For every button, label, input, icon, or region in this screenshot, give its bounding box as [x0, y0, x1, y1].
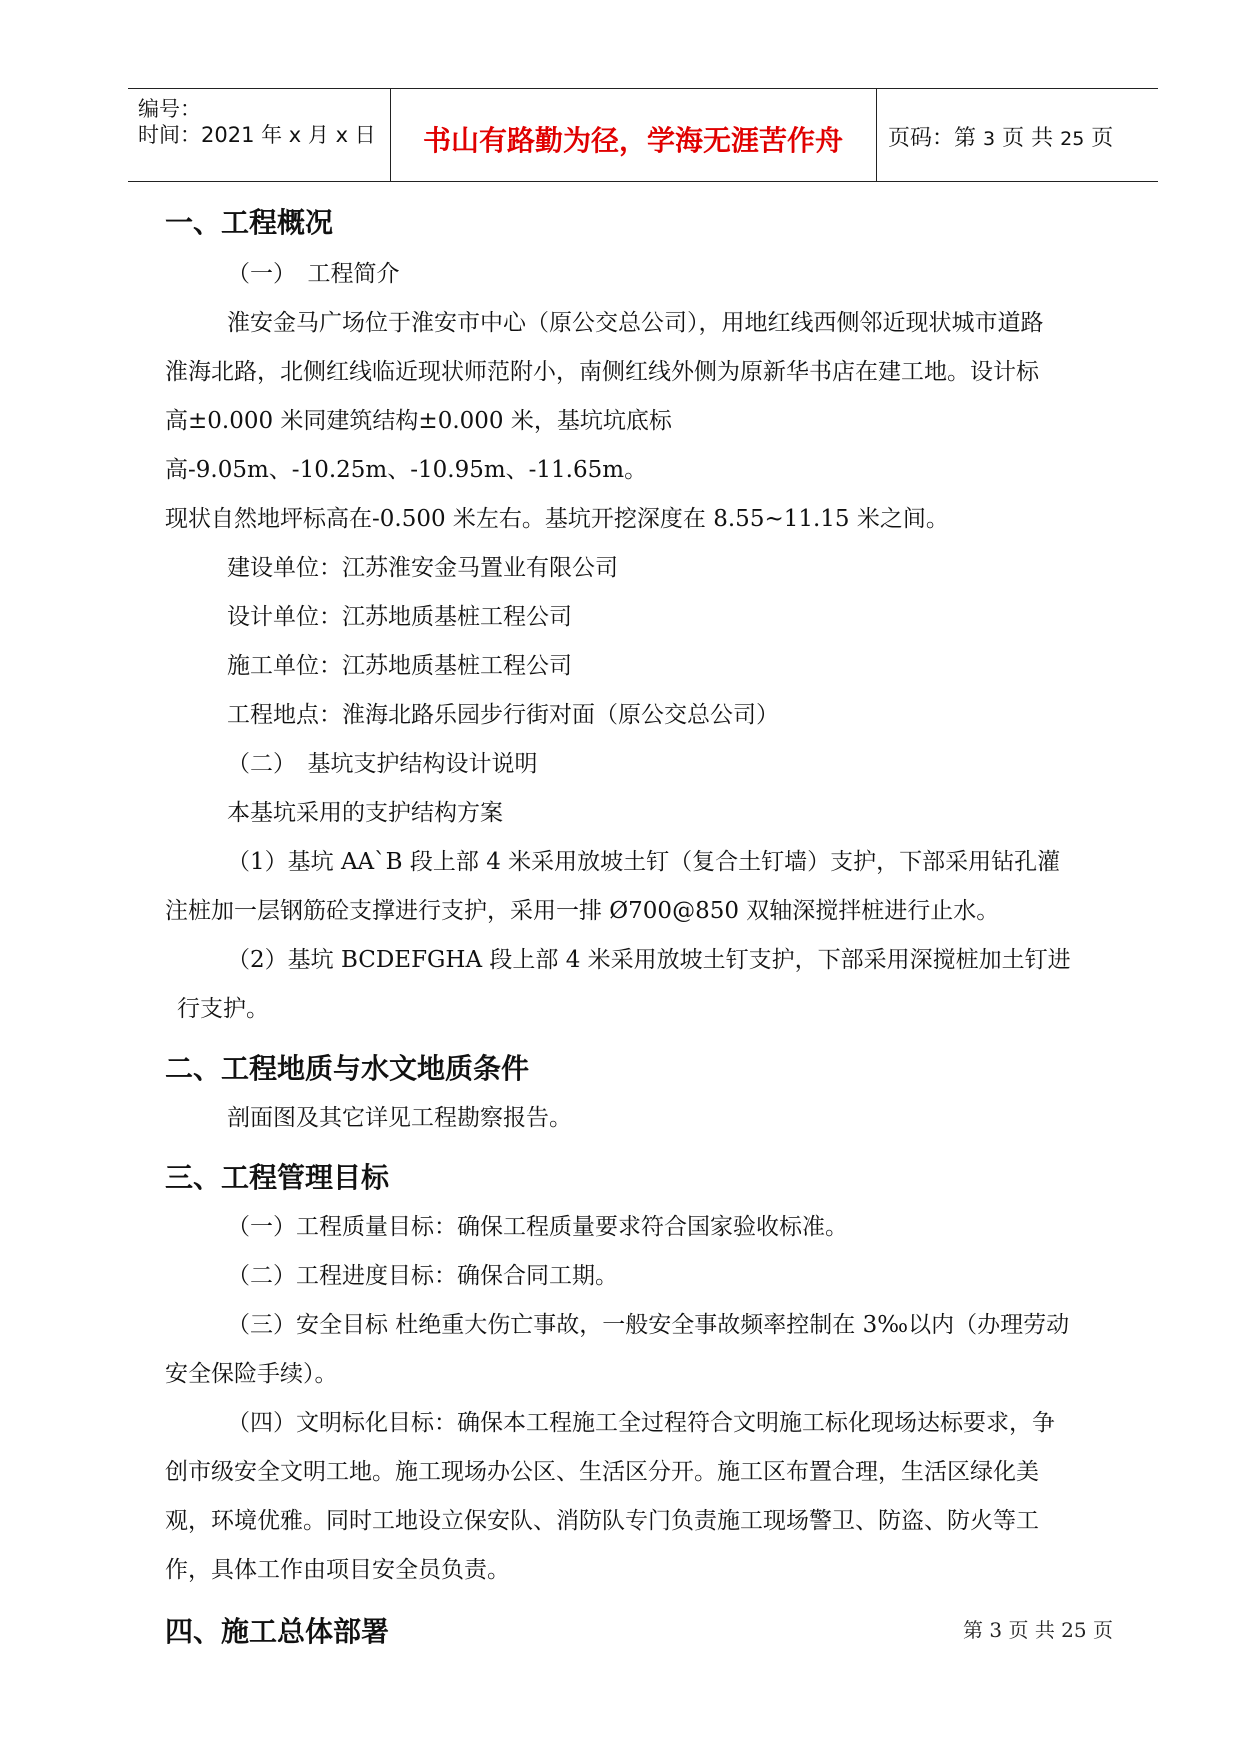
section-title-geology: 二、工程地质与水文地质条件	[165, 1052, 530, 1085]
header-meta-cell	[128, 89, 391, 181]
support-item-1	[165, 838, 1115, 936]
page-prefix: 页码：第	[888, 126, 977, 151]
goal-civilized	[165, 1399, 1115, 1595]
builder-line: 建设单位：江苏淮安金马置业有限公司	[227, 555, 618, 581]
paragraph-line: 高±0.000 米同建筑结构±0.000 米，基坑坑底标高-9.05m、-10.25m、-10.95m、-11.65m。	[165, 408, 672, 483]
page-current: 3	[983, 128, 996, 150]
goal-quality: （一）工程质量目标：确保工程质量要求符合国家验收标准。	[227, 1214, 848, 1240]
section-title-overview: 一、工程概况	[165, 206, 334, 239]
subsection-support-design: （二） 基坑支护结构设计说明	[227, 751, 538, 777]
header-motto-cell	[390, 89, 877, 181]
paragraph-line: 观，环境优雅。同时工地设立保安队、消防队专门负责施工现场警卫、防盗、防火等工	[165, 1508, 1039, 1534]
paragraph-line: 作，具体工作由项目安全员负责。	[165, 1557, 510, 1583]
page-suffix: 页	[1091, 126, 1114, 151]
page-header	[128, 88, 1158, 182]
paragraph-line: 淮安金马广场位于淮安市中心（原公交总公司），用地红线西侧邻近现状城市道路	[227, 310, 1044, 336]
support-item-2	[165, 936, 1115, 1034]
location-line: 工程地点：淮海北路乐园步行街对面（原公交总公司）	[227, 702, 779, 728]
document-body	[165, 200, 1115, 1655]
page-mid: 页 共	[1002, 126, 1054, 151]
section-title-deployment: 四、施工总体部署	[165, 1615, 390, 1648]
header-motto: 书山有路勤为径，学海无涯苦作舟	[422, 124, 843, 157]
header-page-cell	[876, 89, 1158, 181]
subsection-intro: （一） 工程简介	[227, 261, 400, 287]
header-page-number	[888, 121, 1113, 152]
paragraph-line: 现状自然地坪标高在-0.500 米左右。基坑开挖深度在 8.55~11.15 米之间。	[165, 506, 949, 532]
section-title-goals: 三、工程管理目标	[165, 1161, 390, 1194]
goal-schedule: （二）工程进度目标：确保合同工期。	[227, 1263, 618, 1289]
paragraph-intro	[165, 299, 1115, 544]
paragraph-line: （1）基坑 AA`B 段上部 4 米采用放坡土钉（复合土钉墙）支护，下部采用钻孔灌	[227, 849, 1061, 875]
document-time-label: 时间：2021 年 x 月 x 日	[138, 123, 376, 147]
geology-text: 剖面图及其它详见工程勘察报告。	[227, 1105, 572, 1131]
document-number-label: 编号：	[138, 97, 201, 121]
designer-line: 设计单位：江苏地质基桩工程公司	[227, 604, 572, 630]
paragraph-line: 创市级安全文明工地。施工现场办公区、生活区分开。施工区布置合理，生活区绿化美	[165, 1459, 1039, 1485]
paragraph-line: 行支护。	[177, 996, 269, 1022]
contractor-line: 施工单位：江苏地质基桩工程公司	[227, 653, 572, 679]
page-total: 25	[1060, 128, 1085, 150]
paragraph-line: 安全保险手续）。	[165, 1361, 338, 1387]
paragraph-line: 注桩加一层钢筋砼支撑进行支护，采用一排 Ø700@850 双轴深搅拌桩进行止水。	[165, 898, 1000, 924]
page-footer: 第 3 页 共 25 页	[963, 1618, 1113, 1642]
paragraph-line: （三）安全目标 杜绝重大伤亡事故，一般安全事故频率控制在 3‰以内（办理劳动	[227, 1312, 1070, 1338]
support-scheme-line: 本基坑采用的支护结构方案	[227, 800, 503, 826]
goal-safety	[165, 1301, 1115, 1399]
paragraph-line: 淮海北路，北侧红线临近现状师范附小，南侧红线外侧为原新华书店在建工地。设计标	[165, 359, 1039, 385]
paragraph-line: （2）基坑 BCDEFGHA 段上部 4 米采用放坡土钉支护，下部采用深搅桩加土钉进	[227, 947, 1071, 973]
paragraph-line: （四）文明标化目标：确保本工程施工全过程符合文明施工标化现场达标要求，争	[227, 1410, 1055, 1436]
